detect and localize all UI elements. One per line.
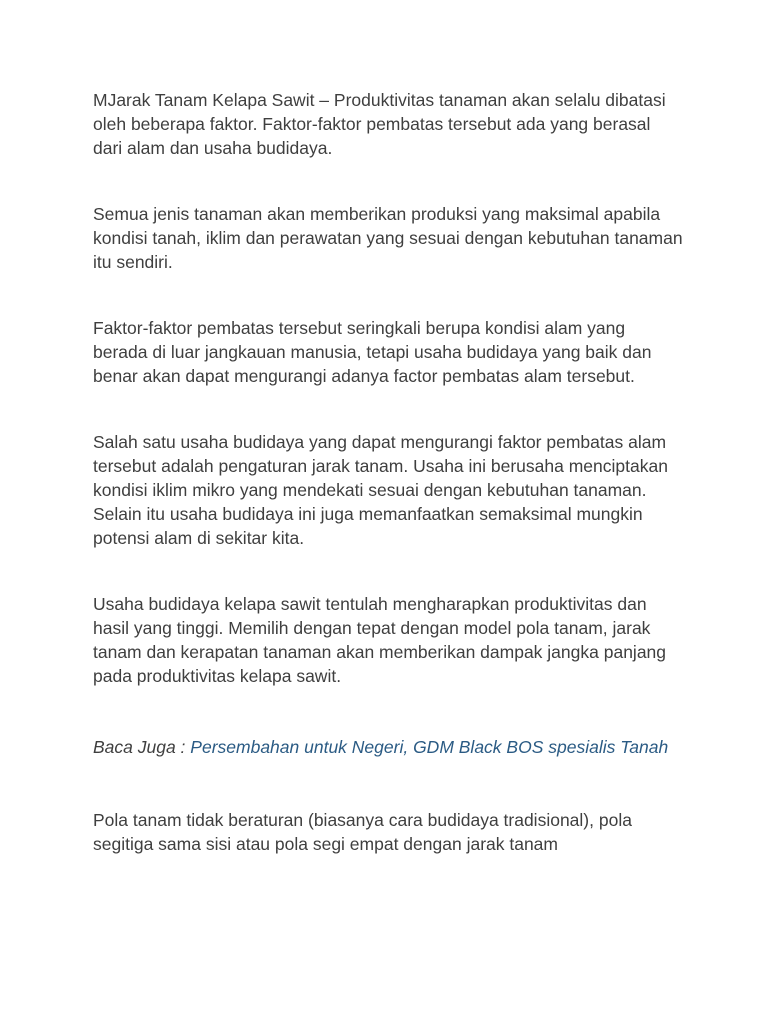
paragraph-plant-production: Semua jenis tanaman akan memberikan produksi yang maksimal apabila kondisi tanah, iklim dan perawatan yang sesuai dengan kebutuhan tanaman itu sendiri. [93, 204, 683, 272]
paragraph-productivity: Usaha budidaya kelapa sawit tentulah mengharapkan produktivitas dan hasil yang tinggi. Memilih dengan tepat dengan model pola tanam, jarak tanam dan kerapatan tanaman akan memberikan dampak jangka panjang pada produktivitas kelapa sawit. [93, 594, 667, 686]
read-more-link[interactable]: Persembahan untuk Negeri, GDM Black BOS spesialis Tanah [190, 737, 669, 757]
paragraph-intro: MJarak Tanam Kelapa Sawit – Produktivitas tanaman akan selalu dibatasi oleh beberapa faktor. Faktor-faktor pembatas tersebut ada yang berasal dari alam dan usaha budidaya. [93, 90, 666, 158]
read-more-prefix: Baca Juga : [93, 737, 191, 757]
paragraph-plant-spacing: Salah satu usaha budidaya yang dapat mengurangi faktor pembatas alam tersebut adalah pengaturan jarak tanam. Usaha ini berusaha menciptakan kondisi iklim mikro yang mendekati sesuai dengan kebutuhan tanaman. Selain itu usaha budidaya ini juga memanfaatkan semaksimal mungkin potensi alam di sekitar kita. [93, 432, 668, 548]
read-more-block [93, 734, 683, 760]
paragraph-limiting-factors: Faktor-faktor pembatas tersebut seringkali berupa kondisi alam yang berada di luar jangkauan manusia, tetapi usaha budidaya yang baik dan benar akan dapat mengurangi adanya factor pembatas alam tersebut. [93, 318, 652, 386]
paragraph-planting-patterns: Pola tanam tidak beraturan (biasanya cara budidaya tradisional), pola segitiga sama sisi atau pola segi empat dengan jarak tanam [93, 810, 632, 854]
article-body [93, 88, 683, 856]
